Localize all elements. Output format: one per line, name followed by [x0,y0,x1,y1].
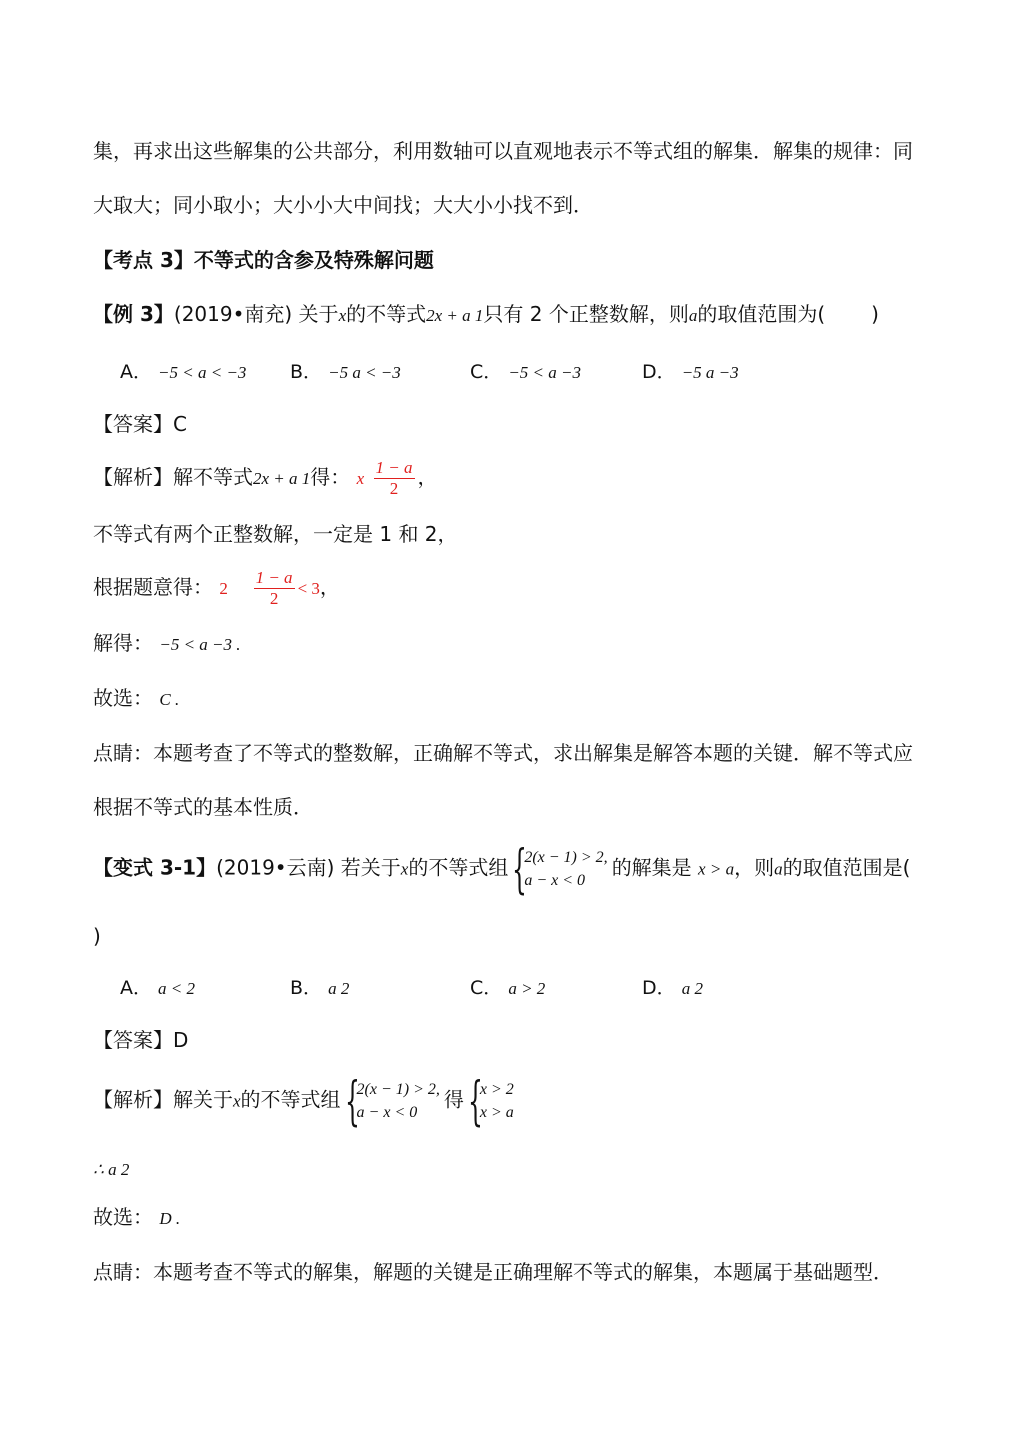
variant31-option-b [290,973,349,1000]
variant31-question [93,840,911,900]
example3-choose [93,684,179,714]
example3-comment-1: 点睛：本题考查了不等式的整数解，正确解不等式，求出解集是解答本题的关键．解不等式应 [93,741,913,765]
var-x: x [338,306,347,325]
var-x: x [400,859,409,879]
analysis-text: 解不等式 [173,465,253,489]
var-a: a [688,306,698,325]
example3-text4: 的取值范围为( [697,302,826,326]
result-row-2: x > a [479,1104,514,1121]
fraction [374,458,415,499]
example3-tag: 【例 3】 [93,302,174,326]
var-a: a [774,859,783,879]
option-label: C． [470,977,503,999]
option-label: B． [290,977,323,999]
step3-right: < 3 [297,579,320,598]
step3-text: 根据题意得： [93,575,213,599]
analysis-comma: ， [417,465,438,489]
fraction-denominator: 2 [269,589,279,608]
variant31-cond: x > a [698,859,735,879]
analysis-text: 解关于 [173,1087,233,1112]
option-expr: a < 2 [158,979,196,998]
example3-source: (2019•南充) 关于 [173,302,339,326]
option-expr: a > 2 [508,979,546,998]
example3-text2: 的不等式 [346,302,427,326]
variant31-close: ) [93,924,101,948]
option-expr: −5 < a < −3 [158,363,247,382]
analysis-step-4 [93,629,241,659]
system-row-1: 2(x − 1) > 2, [356,1081,440,1098]
analysis-step-2: 不等式有两个正整数解，一定是 1 和 2， [93,522,458,546]
fraction-denominator: 2 [389,479,399,498]
system-row-2: a − x < 0 [524,872,586,889]
option-label: D． [642,977,676,999]
step3-end: ， [319,575,340,599]
analysis-system [344,1072,440,1132]
step4-expr: −5 < a −3 . [159,635,241,654]
variant31-answer: 【答案】D [93,1028,189,1052]
variant31-text5: 的取值范围是( [782,855,911,880]
fraction-numerator: 1 − a [255,568,293,587]
variant31-tag: 【变式 3-1】 [93,855,217,880]
fraction-numerator: 1 − a [375,458,413,477]
analysis-x: x [233,1091,241,1111]
variant31-text3: 的解集是 [611,855,692,880]
example3-comment-2: 根据不等式的基本性质． [93,795,313,819]
step4-text: 解得： [93,631,153,655]
example3-option-d [642,357,739,384]
analysis-x: x [356,469,365,488]
example3-option-a [120,357,246,384]
option-expr: −5 a −3 [681,363,739,382]
example3-text3: 只有 2 个正整数解，则 [483,302,689,326]
choose-text: 故选： [93,1205,153,1229]
variant31-source: (2019•云南) 若关于 [216,855,401,880]
option-expr: a 2 [328,979,350,998]
option-label: C． [470,361,503,383]
brace: { [467,1072,483,1132]
section-title: 【考点 3】不等式的含参及特殊解问题 [93,248,434,272]
analysis-get: 得 [443,1087,464,1112]
variant31-option-d [642,973,703,1000]
variant31-text2: 的不等式组 [408,855,509,880]
result-system [467,1072,514,1132]
option-expr: −5 < a −3 [508,363,581,382]
variant31-option-c [470,973,545,1000]
analysis-text2: 的不等式组 [240,1087,341,1112]
option-label: A． [120,361,152,383]
example3-question [93,300,879,330]
variant31-text4: ，则 [734,855,775,880]
example3-close: ) [871,302,879,326]
variant31-analysis [93,1072,518,1132]
choose-value: C . [159,690,180,709]
example3-option-c [470,357,581,384]
inequality: 2x + a 1 [426,306,484,325]
example3-analysis [93,458,438,498]
choose-text: 故选： [93,686,153,710]
variant31-comment: 点睛：本题考查不等式的解集，解题的关键是正确理解不等式的解集，本题属于基础题型． [93,1260,893,1284]
step3-left: 2 [219,579,228,598]
example3-answer: 【答案】C [93,412,187,436]
example3-option-b [290,357,401,384]
analysis-step-3 [93,568,340,612]
choose-value: D . [159,1209,181,1228]
option-label: B． [290,361,323,383]
option-label: D． [642,361,676,383]
analysis-inequality: 2x + a 1 [253,469,311,488]
option-expr: a 2 [681,979,703,998]
brace: { [344,1072,360,1132]
variant31-therefore [93,1154,129,1184]
intro-line-1: 集，再求出这些解集的公共部分，利用数轴可以直观地表示不等式组的解集．解集的规律：同 [93,139,913,163]
variant31-option-a [120,973,195,1000]
variant31-choose [93,1203,180,1233]
system-row-1: 2(x − 1) > 2, [524,849,608,866]
inequality-system [512,840,608,900]
step3-fraction [254,568,295,609]
analysis-tag: 【解析】 [93,465,173,489]
option-label: A． [120,977,152,999]
result-row-1: x > 2 [479,1081,514,1098]
analysis-tag: 【解析】 [93,1087,173,1112]
therefore-expr: ∴ a 2 [93,1160,130,1179]
intro-line-2: 大取大；同小取小；大小小大中间找；大大小小找不到． [93,193,593,217]
brace: { [512,840,528,900]
analysis-get: 得： [310,465,351,489]
option-expr: −5 a < −3 [328,363,401,382]
system-row-2: a − x < 0 [356,1104,418,1121]
